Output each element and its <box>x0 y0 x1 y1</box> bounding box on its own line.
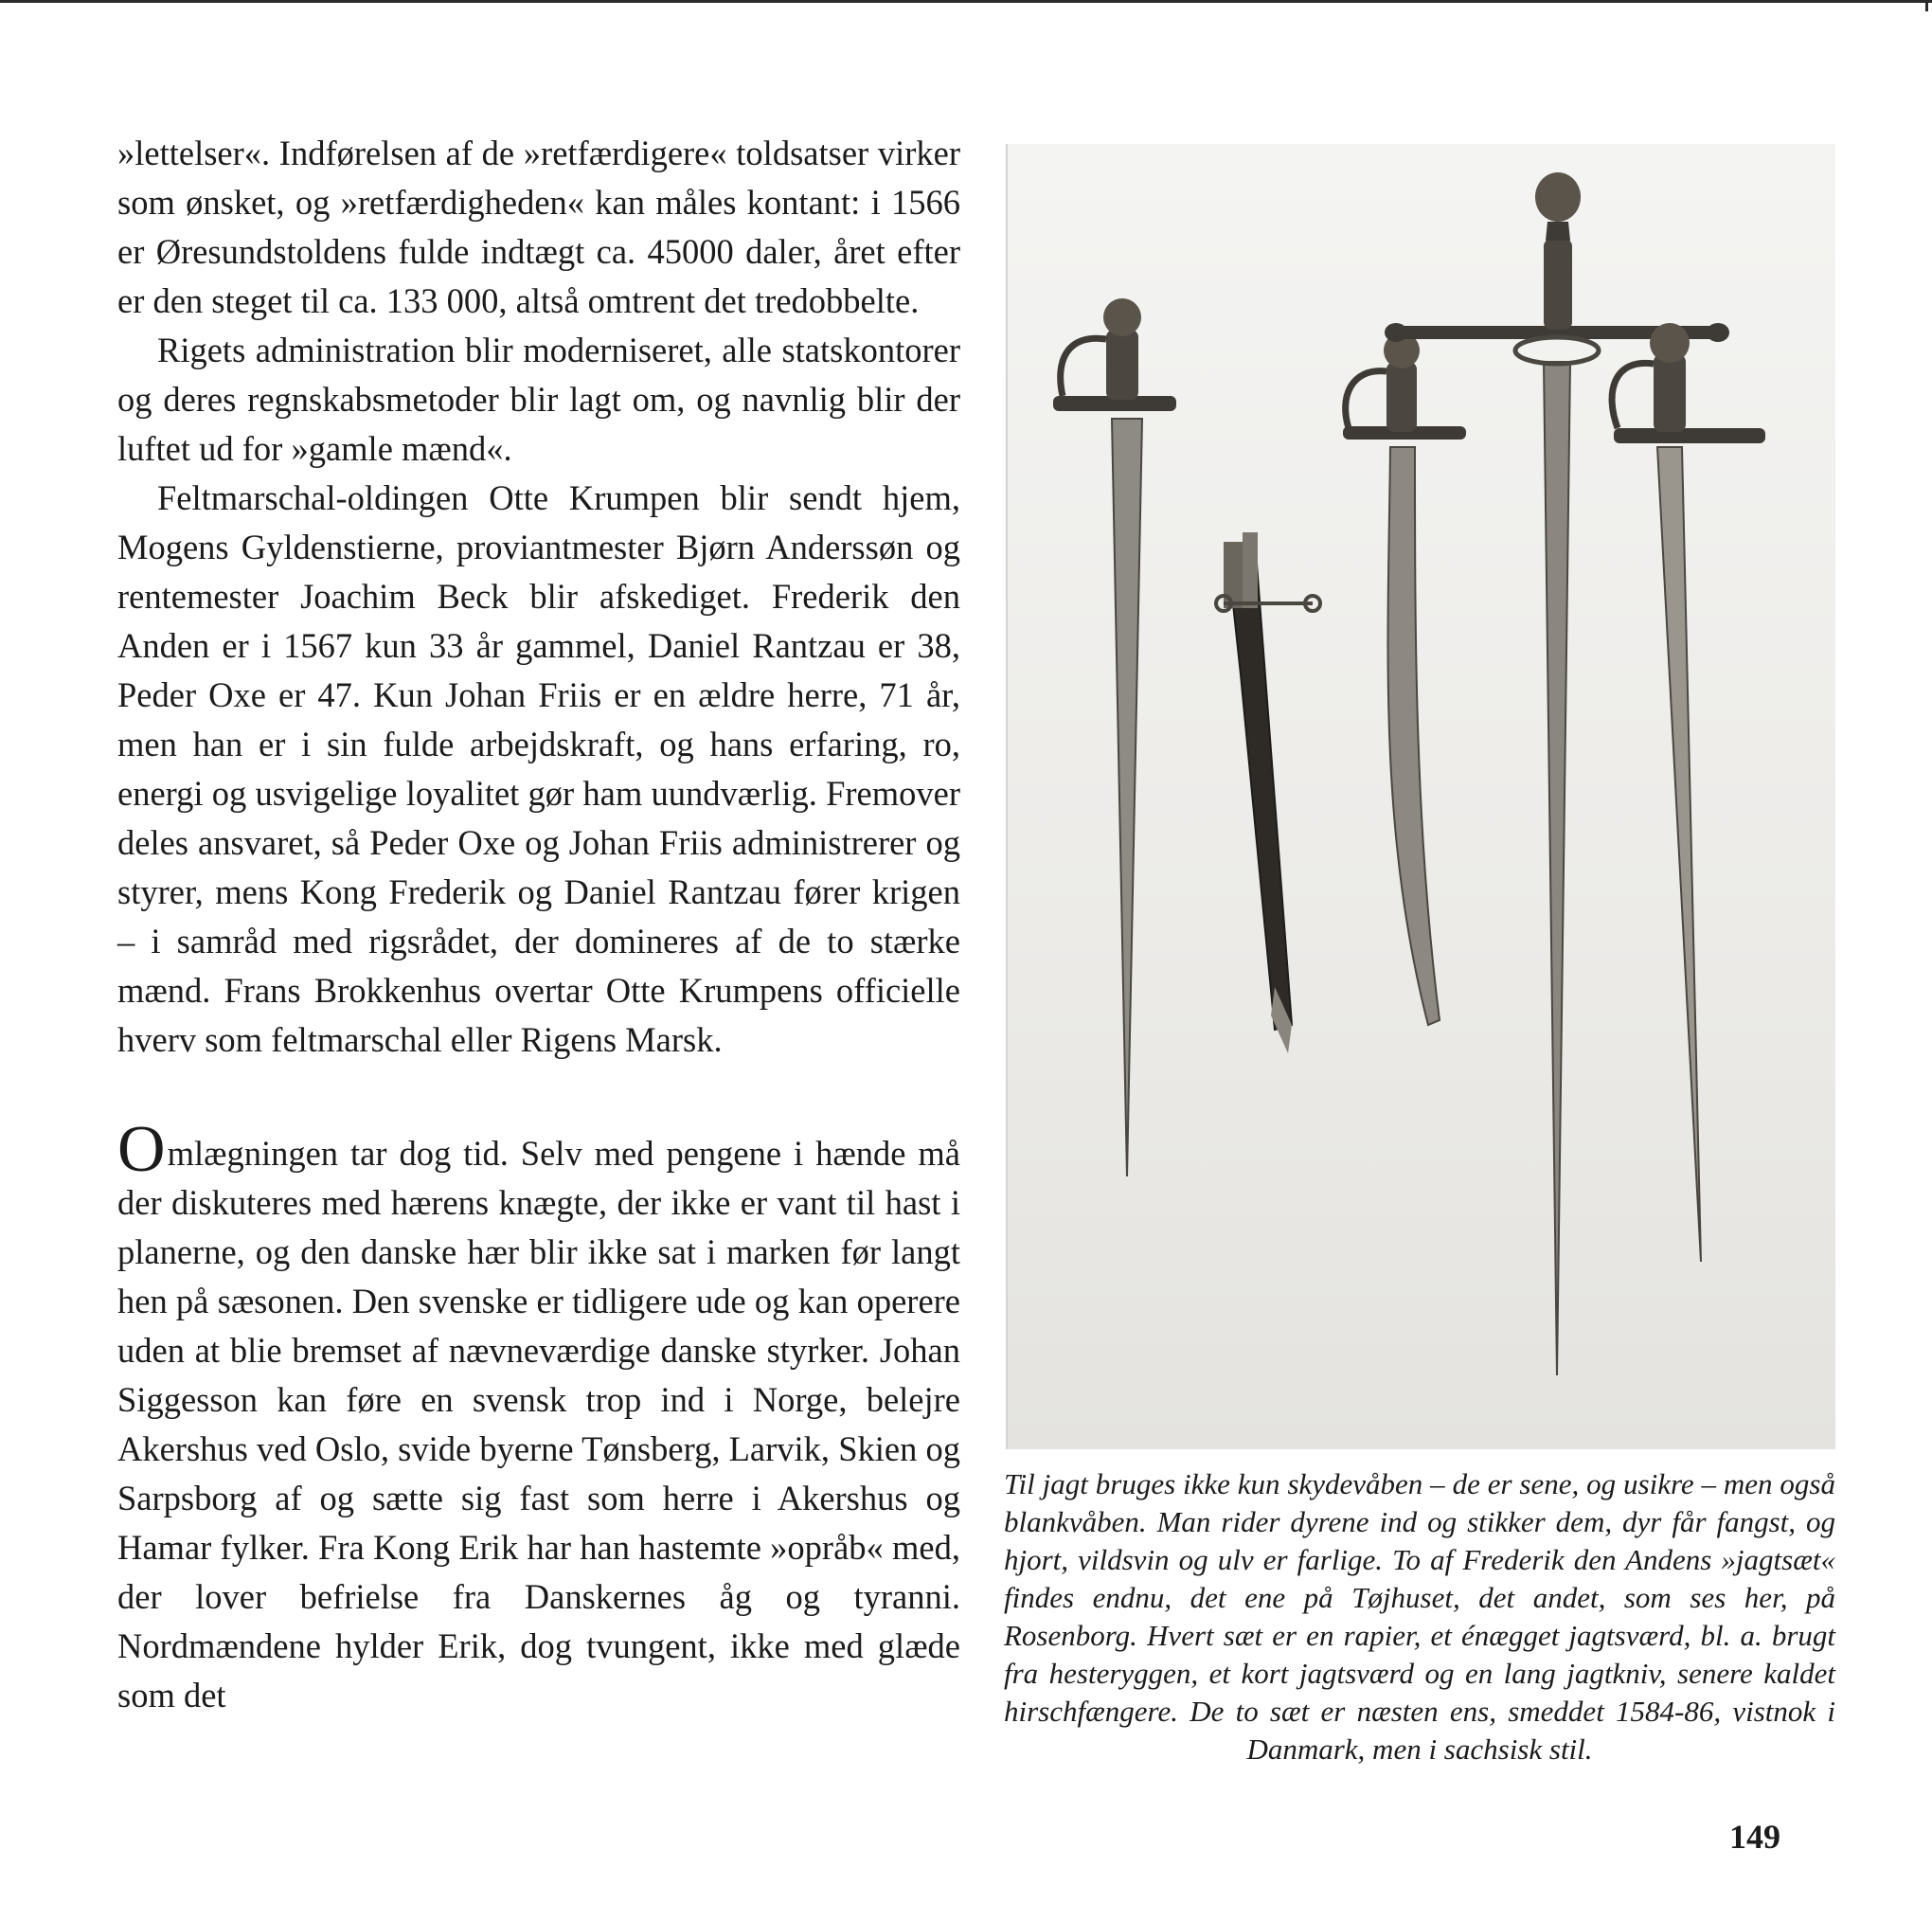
top-rule <box>0 0 1932 3</box>
figure-caption: Til jagt bruges ikke kun skydevåben – de er sene, og usikre – men også blankvåben. Man rider dyrene ind og stikker dem, dyr får fangst, og hjort, vildsvin og ulv er farlige. To af Frederik den Andens »jagtsæt« findes endnu, det ene på Tøjhuset, det andet, som ses her, på Rosenborg. Hvert sæt er en rapier, et énægget jagtsværd, bl. a. brugt fra hesteryggen, et kort jagtsværd og en lang jagtkniv, senere kaldet hirschfængere. De to sæt er næsten ens, smeddet 1584-86, vistnok i Danmark, men i sachsisk stil. <box>1004 1467 1835 1766</box>
paragraph-4-text: mlægningen tar dog tid. Selv med pengene i hænde må der diskuteres med hærens knægte, der ikke er vant til hast i planerne, og den danske hær blir ikke sat i marken før langt hen på sæsonen. Den svenske er tidligere ude og kan operere uden at blie bremset af nævneværdige danske styrker. Johan Siggesson kan føre en svensk trop ind i Norge, belejre Akershus ved Oslo, svide byerne Tønsberg, Larvik, Skien og Sarpsborg af og sætte sig fast som herre i Akershus og Hamar fylker. Fra Kong Erik har han hastemte »opråb« med, der lover befrielse fra Danskernes åg og tyranni. Nordmændene hylder Erik, dog tvungent, ikke med glæde som det <box>117 1134 960 1715</box>
hunting-sword-left <box>1053 298 1176 1176</box>
body-text-column <box>117 129 960 1720</box>
page-number: 149 <box>1729 1818 1780 1856</box>
paragraph-3: Feltmarschal-oldingen Otte Krumpen blir sendt hjem, Mogens Gyldenstierne, proviantmester Bjørn Anderssøn og rentemester Joachim Beck blir afskediget. Frederik den Anden er i 1567 kun 33 år gammel, Daniel Rantzau er 38, Peder Oxe er 47. Kun Johan Friis er en ældre herre, 71 år, men han er i sin fulde arbejdskraft, og hans erfaring, ro, energi og usvigelige loyalitet gør ham uundværlig. Fremover deles ansvaret, så Peder Oxe og Johan Friis administrerer og styrer, mens Kong Frederik og Daniel Rantzau fører krigen – i samråd med rigsrådet, der domineres af de to stærke mænd. Frans Brokkenhus overtar Otte Krumpens officielle hverv som feltmarschal eller Rigens Marsk. <box>117 478 960 1059</box>
drop-cap: O <box>117 1113 166 1186</box>
paragraph-2: Rigets administration blir moderniseret, alle statskontorer og deres regnskabsmetoder blir lagt om, og navnlig blir der luftet ud for »gamle mænd«. <box>117 331 960 468</box>
paragraph-4 <box>117 1113 960 1720</box>
paragraph-1: »lettelser«. Indførelsen af de »retfærdigere« toldsatser virker som ønsket, og »retfærdigheden« kan måles kontant: i 1566 er Øresundstoldens fulde indtægt ca. 45000 daler, året efter er den steget til ca. 133 000, altså omtrent det tredobbelte. <box>117 134 960 320</box>
hunting-sword-right <box>1612 323 1765 1262</box>
top-corner-mark <box>1925 0 1928 11</box>
swords-photograph <box>1006 144 1835 1449</box>
hunting-knife-scabbard <box>1216 532 1320 1053</box>
swords-illustration <box>1008 144 1835 1449</box>
short-hunting-sword <box>1343 332 1466 1025</box>
